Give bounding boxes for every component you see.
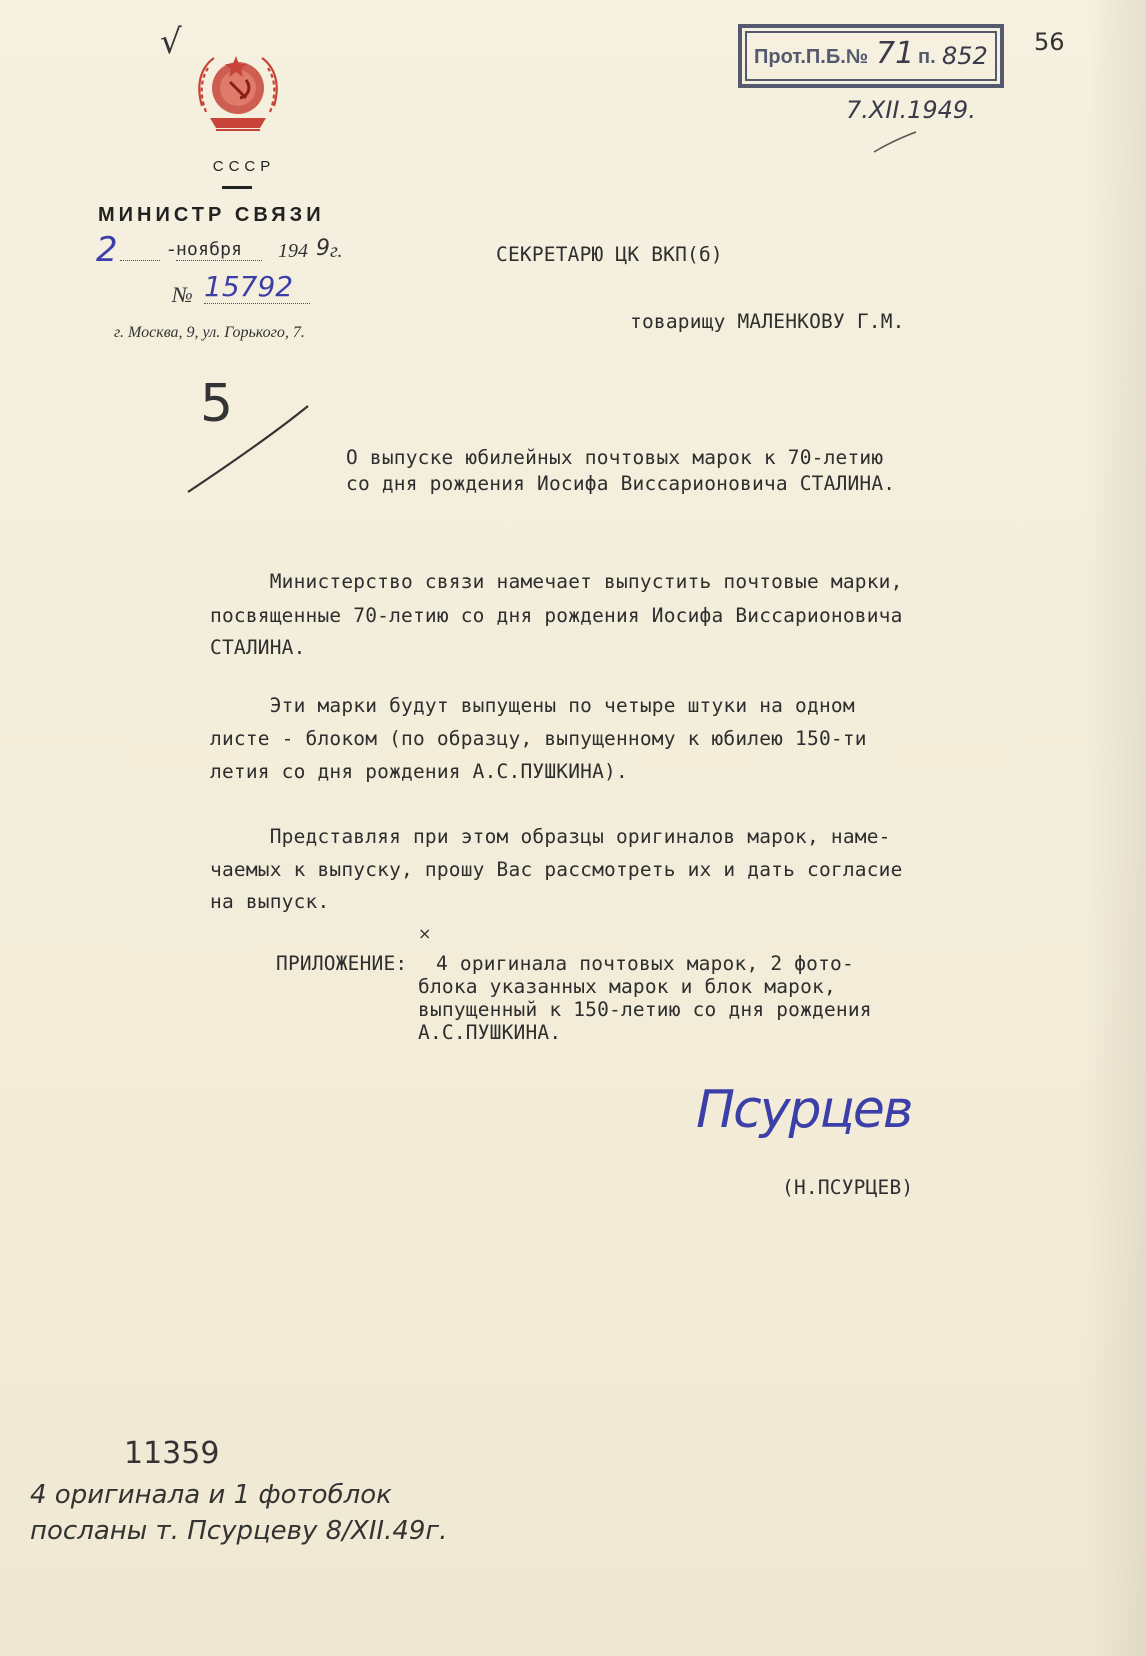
body-p2-line-1: Эти марки будут выпущены по четыре штуки на одном [210,694,855,717]
ussr-emblem-icon [190,46,286,146]
page-number: 56 [1034,28,1065,56]
signature-handwritten: Псурцев [696,1080,912,1140]
body-p1-line-2: посвященные 70-летию со дня рождения Иосифа Виссарионовича [210,604,903,627]
date-line: 2 - ноября 194 9 г. [96,230,343,270]
country-label: СССР [212,158,276,175]
number-label: № [172,282,193,307]
body-p3-line-2: чаемых к выпуску, прошу Вас рассмотреть их и дать согласие [210,858,903,881]
body-p2-line-3: летия со дня рождения А.С.ПУШКИНА). [210,760,628,783]
attachment-label: ПРИЛОЖЕНИЕ: [276,952,408,975]
ministry-title: МИНИСТР СВЯЗИ [98,204,325,226]
addressee-line-1: СЕКРЕТАРЮ ЦК ВКП(б) [496,243,723,266]
subject-line-1: О выпуске юбилейных почтовых марок к 70-летию [346,446,884,469]
body-p1-line-1: Министерство связи намечает выпустить почтовые марки, [210,570,903,593]
body-p3-line-1: Представляя при этом образцы оригиналов марок, наме- [210,825,891,848]
document-number: 15792 [204,270,310,304]
registration-number: 11359 [124,1436,220,1471]
body-p2-line-2: листе - блоком (по образцу, выпущенному к юбилею 150-ти [210,727,867,750]
bottom-note-line-1: 4 оригинала и 1 фотоблок [30,1480,392,1510]
stamp-date: 7.XII.1949. [846,96,976,124]
stamp-point-number: 852 [942,42,988,70]
date-day: 2 [96,230,118,270]
margin-note: 5 [200,374,234,434]
body-p1-line-3: СТАЛИНА. [210,636,306,659]
date-month: ноября [176,239,262,261]
protocol-stamp [738,24,1004,88]
addressee-line-2: товарищу МАЛЕНКОВУ Г.М. [630,310,905,333]
divider [222,186,252,189]
date-year: 194 [278,240,308,262]
stamp-protocol-number: 71 [876,36,915,71]
subject-line-2: со дня рождения Иосифа Виссарионовича СТАЛИНА. [346,472,896,495]
signatory-name: (Н.ПСУРЦЕВ) [782,1176,914,1199]
body-p3-line-3: на выпуск. [210,890,330,913]
attachment-line-3: выпущенный к 150-летию со дня рождения [418,998,872,1021]
margin-slash [180,398,320,498]
stamp-prefix: Прот.П.Б.№ [754,46,869,68]
attachment-line-4: А.С.ПУШКИНА. [418,1021,562,1044]
bottom-note-line-2: посланы т. Псурцеву 8/XII.49г. [30,1516,448,1546]
attachment-line-2: блока указанных марок и блок марок, [418,975,836,998]
date-year-hand: 9 [316,236,330,261]
check-mark: √ [160,22,182,62]
date-day-underline [120,260,160,261]
attachment-mark: × [418,924,432,943]
stamp-flourish [870,128,920,158]
address: г. Москва, 9, ул. Горького, 7. [114,324,305,341]
date-suffix: г. [330,240,343,262]
stamp-point-label: п. [918,46,936,68]
attachment-line-1: 4 оригинала почтовых марок, 2 фото- [436,952,854,975]
